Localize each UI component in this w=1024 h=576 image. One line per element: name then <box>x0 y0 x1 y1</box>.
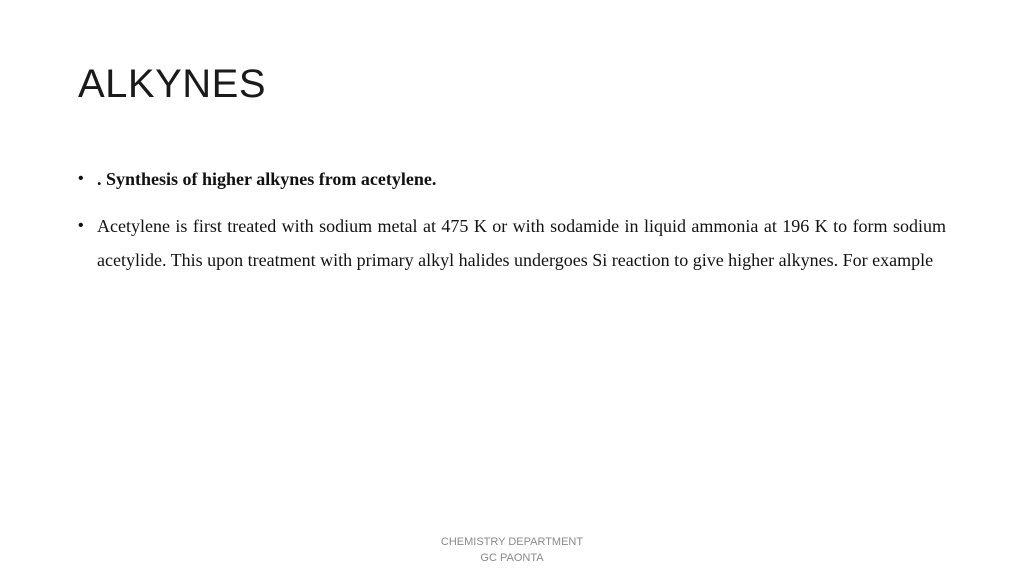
bullet-item <box>78 209 946 278</box>
bullet-text-heading: . Synthesis of higher alkynes from acetylene. <box>97 169 437 189</box>
bullet-text-paragraph: Acetylene is first treated with sodium metal at 475 K or with sodamide in liquid ammonia at 196 K to form sodium acetylide. This upon treatment with primary alkyl halides undergoes Si reaction to give higher alkynes. For example <box>97 215 946 270</box>
slide-title: ALKYNES <box>78 62 267 106</box>
slide-footer <box>412 534 612 566</box>
slide-content <box>78 162 946 278</box>
bullet-icon: • <box>78 216 84 234</box>
footer-college: GC PAONTA <box>480 552 544 564</box>
bullet-item <box>78 162 946 197</box>
footer-department: CHEMISTRY DEPARTMENT <box>440 536 584 548</box>
bullet-icon: • <box>78 170 84 187</box>
